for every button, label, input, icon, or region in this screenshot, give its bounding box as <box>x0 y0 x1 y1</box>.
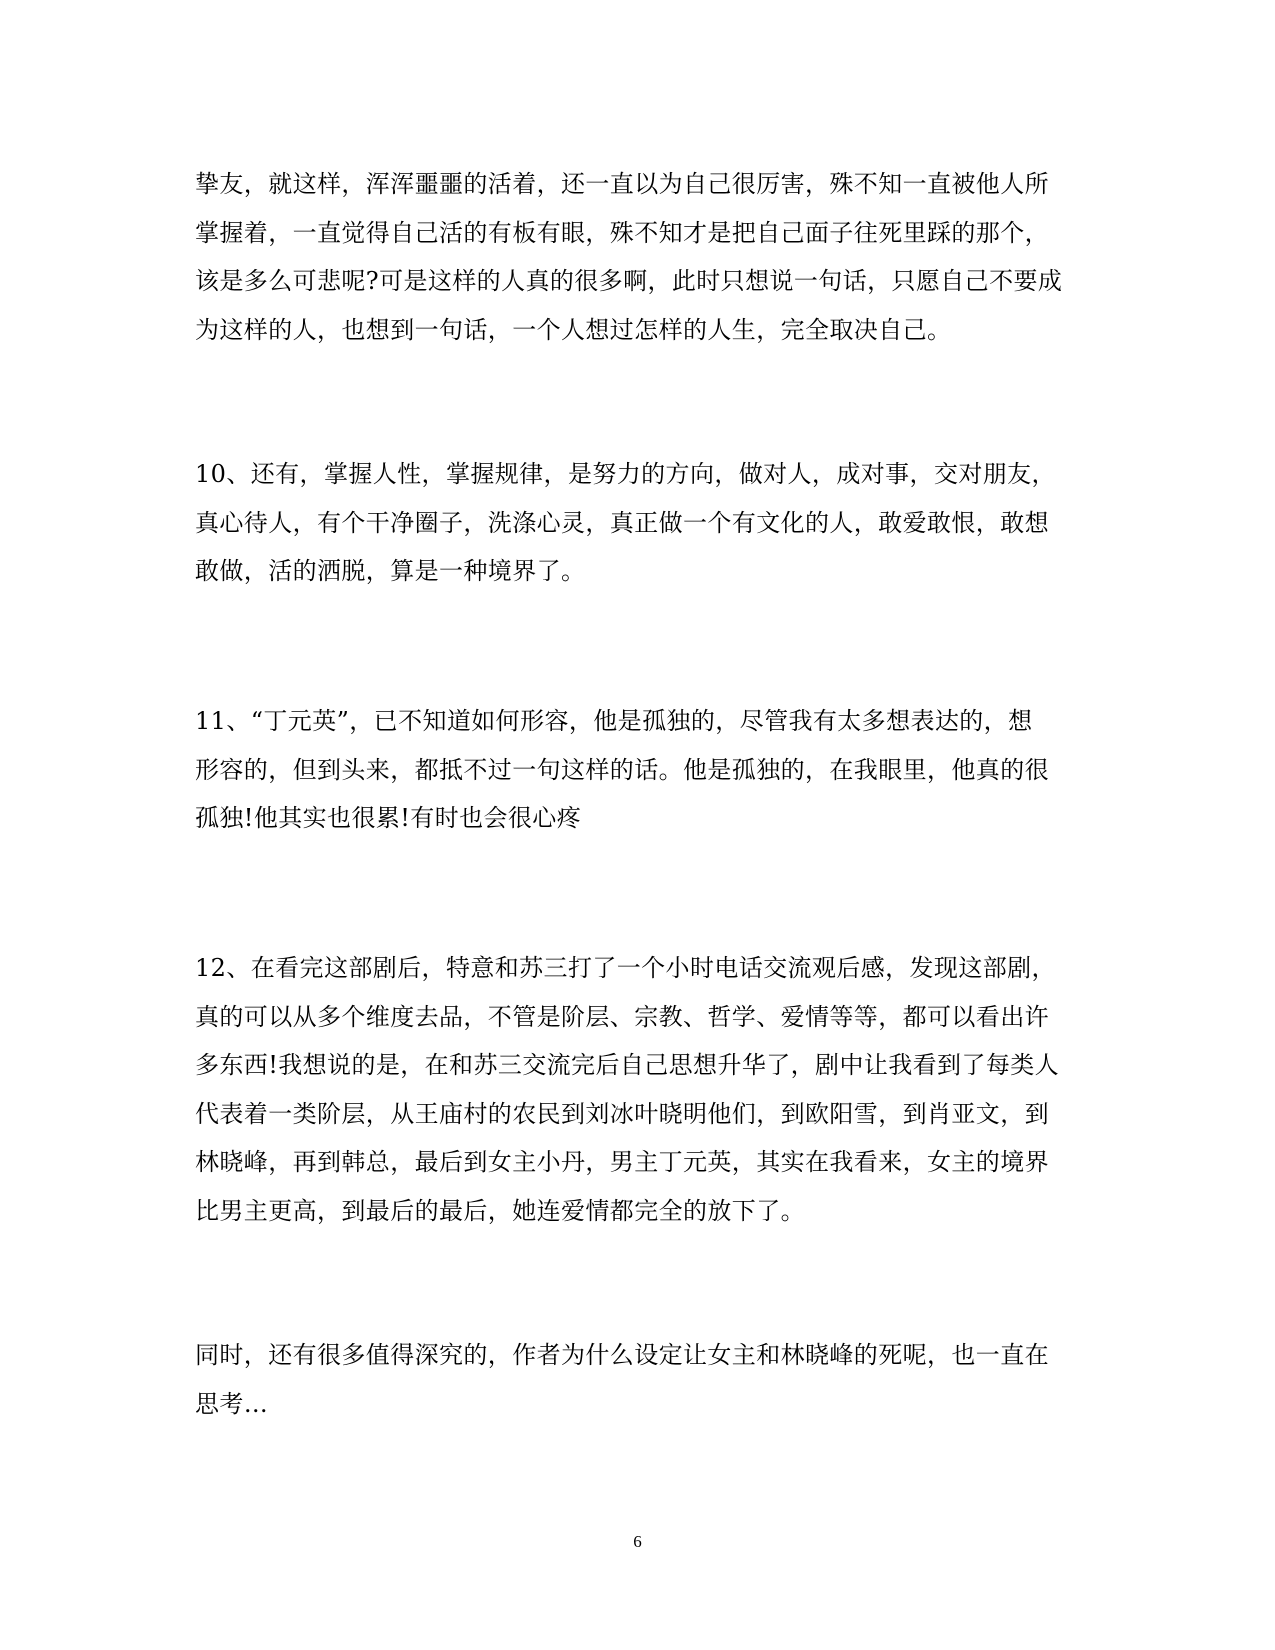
text-line: 林晓峰，再到韩总，最后到女主小丹，男主丁元英，其实在我看来，女主的境界 <box>195 1148 1049 1176</box>
paragraph-item-12 <box>195 944 1085 1235</box>
text-line: 敢做，活的洒脱，算是一种境界了。 <box>195 557 586 585</box>
text-line: 思考… <box>195 1389 269 1418</box>
text-line: 掌握着，一直觉得自己活的有板有眼，殊不知才是把自己面子往死里踩的那个， <box>195 218 1049 247</box>
text-line: 同时，还有很多值得深究的，作者为什么设定让女主和林晓峰的死呢，也一直在 <box>195 1341 1049 1369</box>
paragraph-friends <box>195 160 1085 354</box>
text-line: 形容的，但到头来，都抵不过一句这样的话。他是孤独的，在我眼里，他真的很 <box>195 755 1049 784</box>
text-line: 为这样的人，也想到一句话，一个人想过怎样的人生，完全取决自己。 <box>195 315 952 344</box>
text-line: 代表着一类阶层，从王庙村的农民到刘冰叶晓明他们，到欧阳雪，到肖亚文，到 <box>195 1099 1049 1128</box>
text-line: 比男主更高，到最后的最后，她连爱情都完全的放下了。 <box>195 1196 805 1225</box>
text-line: 11、“丁元英”，已不知道如何形容，他是孤独的，尽管我有太多想表达的，想 <box>195 707 1033 735</box>
paragraph-closing <box>195 1331 1085 1428</box>
text-line: 多东西!我想说的是，在和苏三交流完后自己思想升华了，剧中让我看到了每类人 <box>195 1051 1060 1079</box>
paragraph-item-11 <box>195 697 1085 843</box>
text-line: 孤独!他其实也很累!有时也会很心疼 <box>195 804 582 832</box>
text-line: 挚友，就这样，浑浑噩噩的活着，还一直以为自己很厉害，殊不知一直被他人所 <box>195 170 1049 198</box>
page-number: 6 <box>633 1532 642 1551</box>
paragraph-item-10 <box>195 450 1085 596</box>
text-line: 10、还有，掌握人性，掌握规律，是努力的方向，做对人，成对事，交对朋友， <box>195 460 1056 488</box>
text-line: 该是多么可悲呢?可是这样的人真的很多啊，此时只想说一句话，只愿自己不要成 <box>195 267 1063 295</box>
text-line: 真心待人，有个干净圈子，洗涤心灵，真正做一个有文化的人，敢爱敢恨，敢想 <box>195 508 1049 537</box>
text-line: 12、在看完这部剧后，特意和苏三打了一个小时电话交流观后感，发现这部剧， <box>195 954 1056 982</box>
text-line: 真的可以从多个维度去品，不管是阶层、宗教、哲学、爱情等等，都可以看出许 <box>195 1002 1049 1031</box>
